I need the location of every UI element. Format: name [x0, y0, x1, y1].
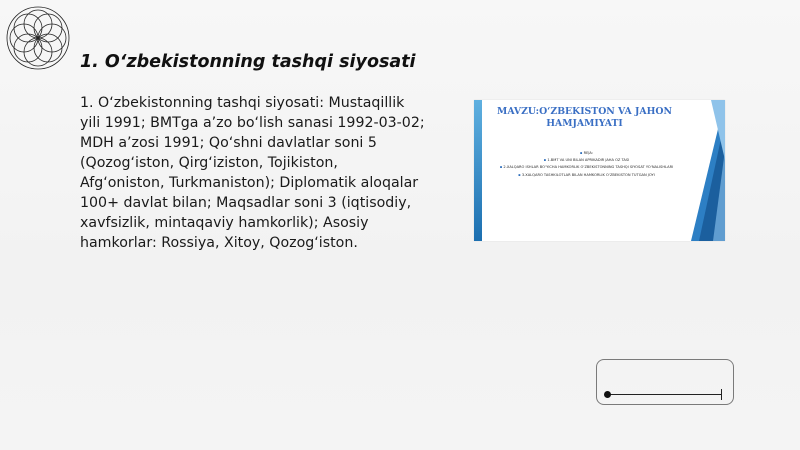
body-text: 1. O‘zbekistonning tashqi siyosati: Mustaqillik yili 1991; BMTga a’zo bo‘lish sanasi 1992-03-02; MDH a’zosi 1991; Qo‘shni davlatlar soni 5 (Qozog‘iston, Qirg‘iziston, Tojikiston, Afg‘oniston, Turkmaniston); Diplomatik aloqalar 100+ davlat bilan; Maqsadlar soni 3 (iqtisodiy, xavfsizlik, mintaqaviy hamkorlik); Asosiy hamkorlar: Rossiya, Xitoy, Qozog‘iston. [80, 95, 425, 251]
slide-decoration [691, 100, 725, 241]
slide-bullet: ▪ 2.XALQARO ISHLAR BO‘YICHA HAMKORLIK O‘ZBEKISTONNING TASHQI SIYOSAT YO‘NALISHLARI [490, 165, 683, 170]
slide-accent-bar [474, 100, 482, 241]
decorative-logo-icon [4, 4, 72, 72]
slide-bullet: ▪ 1.BMT VA UNI BILAN APRIKADIR JAHA OZ TASI [490, 158, 683, 163]
slide-bullet-list [490, 151, 683, 180]
player-progress-track[interactable] [608, 394, 721, 395]
audio-player[interactable] [596, 359, 734, 405]
slide-bullet: ▪ 3.XALQARO TASHKILOTLAR BILAN HAMKORLIK O‘ZBEKISTON TUTGAN JOYI [490, 173, 683, 178]
slide-title: MAVZU:O‘ZBEKISTON VA JAHON HAMJAMIYATI [497, 106, 672, 129]
player-playhead[interactable] [604, 391, 611, 398]
page-title: 1. O‘zbekistonning tashqi siyosati [80, 52, 416, 72]
slide-bullet: ▪ REJA: [490, 151, 683, 156]
player-end-marker [721, 389, 722, 400]
slide-thumbnail[interactable] [474, 100, 725, 241]
